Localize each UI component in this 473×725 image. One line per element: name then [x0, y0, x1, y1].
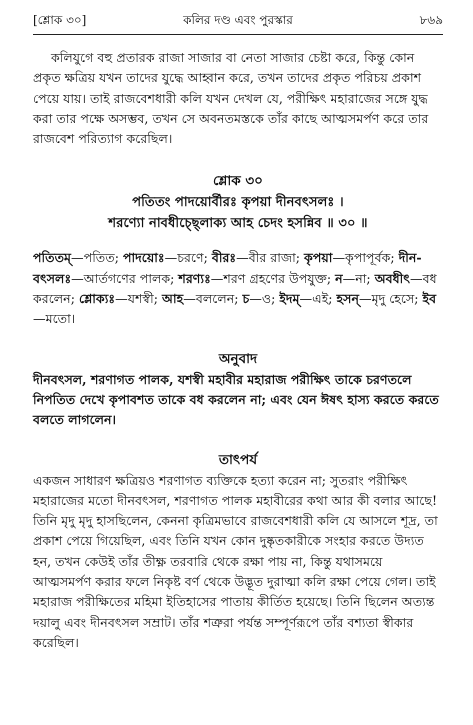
synonym-word: কৃপয়া [304, 250, 333, 266]
synonym-word: বীরঃ [211, 250, 237, 266]
synonym-meaning: না; [355, 270, 375, 286]
synonym-meaning: যশস্বী; [127, 291, 162, 307]
synonym-meaning: শরণ গ্রহণের উপযুক্ত; [223, 270, 336, 286]
page-header [33, 12, 443, 32]
verse-line-2: শরণ্যো নাবধীচ্ছ্লোক্য আহ চেদং হসন্নিব ॥ ৩০ ॥ [108, 216, 368, 232]
translation-heading: অনুবাদ [218, 350, 258, 367]
synonym-word: পাদয়োঃ [122, 250, 165, 266]
translation-text: দীনবৎসল, শরণাগত পালক, যশস্বী মহাবীর মহারাজ পরীক্ষিৎ তাকে চরণতলে নিপতিত দেখে কৃপাবশত তাকে বধ করলেন না; এবং যেন ঈষৎ হাস্য করতে করতে বলতে লাগলেন। [33, 371, 439, 428]
synonym-meaning: এই; [312, 291, 337, 307]
synonyms: পতিতম্—পতিত; পাদয়োঃ—চরণে; বীরঃ—বীর রাজা; কৃপয়া—কৃপাপূর্বক; দীন-বৎসলঃ—আর্তগণের পালক; শরণ্যঃ—শরণ গ্রহণের উপযুক্ত; ন—না; অবধীৎ—বধ করলেন; শ্লোক্যঃ—যশস্বী; আহ—বললেন; চ—ও; ইদম্—এই; হসন্—মৃদু হেসে; ইব—মতো। [33, 250, 437, 327]
synonym-word: পতিতম্ [33, 250, 72, 266]
synonym-meaning: বধ করলেন; [33, 270, 437, 307]
synonym-word: দীন-বৎসলঃ [33, 250, 422, 286]
synonym-word: হসন্ [336, 291, 359, 307]
synonym-meaning: আর্তগণের পালক; [83, 270, 179, 286]
synonym-meaning: কৃপাপূর্বক; [345, 250, 399, 266]
synonym-word: শরণ্যঃ [178, 270, 211, 286]
header-verse-ref: [শ্লোক ৩০] [33, 13, 87, 27]
synonym-word: ইব [422, 291, 437, 307]
synonym-word: ন [335, 270, 343, 286]
synonym-word: চ [242, 291, 250, 307]
header-page-number: ৮৬৯ [419, 13, 443, 27]
synonym-word: ইদম্ [279, 291, 300, 307]
synonym-meaning: চরণে; [177, 250, 212, 266]
synonym-meaning: মতো। [45, 311, 76, 327]
verse-line-1: পতিতং পাদয়োর্বীরঃ কৃপয়া দীনবৎসলঃ । [132, 195, 344, 211]
synonym-word: অবধীৎ [374, 270, 410, 286]
verse-title: শ্লোক ৩০ [213, 173, 263, 190]
page-content [33, 48, 443, 653]
synonym-meaning: বীর রাজা; [248, 250, 305, 266]
intro-paragraph: কলিযুগে বহু প্রতারক রাজা সাজার বা নেতা সাজার চেষ্টা করে, কিন্তু কোন প্রকৃত ক্ষত্রিয় যখন তাদের যুদ্ধে আহ্বান করে, তখন তাদের প্রকৃত পরিচয় প্রকাশ পেয়ে যায়। তাই রাজবেশধারী কলি যখন দেখল যে, পরীক্ষিৎ মহারাজের সঙ্গে যুদ্ধ করা তার পক্ষে অসম্ভব, তখন সে অবনতমস্তকে তাঁর কাছে আত্মসমর্পণ করে তার রাজবেশ পরিত্যাগ করেছিল। [33, 50, 429, 147]
synonym-meaning: পতিত; [83, 250, 123, 266]
synonym-word: আহ [161, 291, 184, 307]
header-chapter-title: কলির দণ্ড এবং পুরস্কার [183, 13, 293, 27]
synonym-meaning: মৃদু হেসে; [371, 291, 423, 307]
synonym-meaning: বললেন; [195, 291, 243, 307]
synonym-meaning: ও; [261, 291, 280, 307]
purport-text: একজন সাধারণ ক্ষত্রিয়ও শরণাগত ব্যক্তিকে হত্যা করেন না; সুতরাং পরীক্ষিৎ মহারাজের মতো দীনবৎসল, শরণাগত পালক মহাবীরের কথা আর কী বলার আছে! তিনি মৃদু মৃদু হাসছিলেন, কেননা কৃত্রিমভাবে রাজবেশধারী কলি যে আসলে শূদ্র, তা প্রকাশ পেয়ে গিয়েছিল, এবং তিনি যখন কোন দুষ্কৃতকারীকে সংহার করতে উদ্যত হন, তখন কেউই তাঁর তীক্ষ্ণ তরবারি থেকে রক্ষা পায় না, কিন্তু যথাসময়ে আত্মসমর্পণ করার ফলে নিকৃষ্ট বর্ণ থেকে উদ্ভূত দুরাত্মা কলি রক্ষা পেয়ে গেল। তাই মহারাজ পরীক্ষিতের মহিমা ইতিহাসের পাতায় কীর্তিত হয়েছে। তিনি ছিলেন অত্যন্ত দয়ালু এবং দীনবৎসল সম্রাট। তাঁর শত্রুরা পর্যন্ত সম্পূর্ণরূপে তাঁর বশ্যতা স্বীকার করেছিল। [33, 472, 438, 650]
header-divider [33, 34, 443, 35]
purport-heading: তাৎপর্য [218, 451, 258, 468]
synonym-word: শ্লোক্যঃ [78, 291, 116, 307]
